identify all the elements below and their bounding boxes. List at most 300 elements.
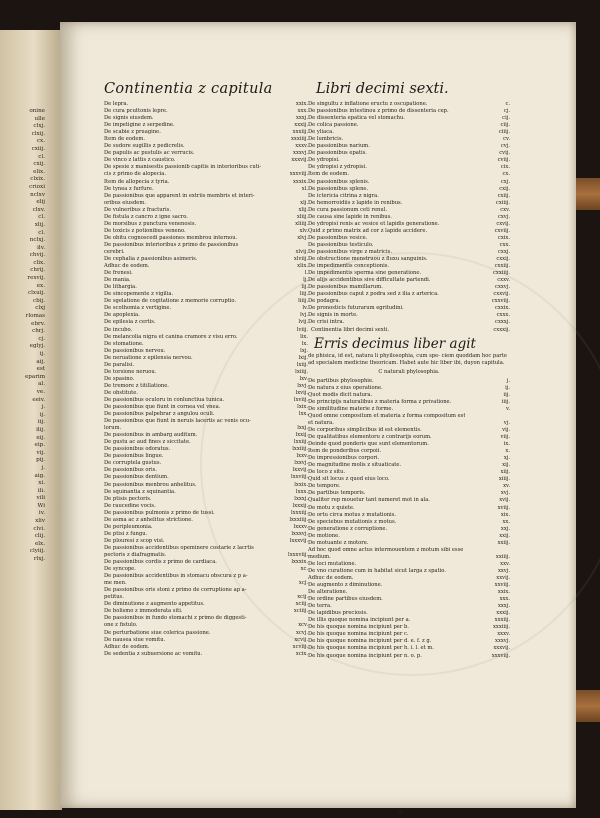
toc-entry-number: lxxviij. xyxy=(290,474,308,481)
toc-entry xyxy=(104,566,308,573)
toc-entry-number xyxy=(507,547,510,554)
toc-entry-title: me men. xyxy=(104,580,127,587)
left-page-fragment: clij. xyxy=(34,533,45,540)
toc-entry-title: De obstructione menstruou z fluxu sanguinis. xyxy=(308,256,428,263)
toc-entry-number: liij. xyxy=(299,291,308,298)
toc-entry-number: xxxj. xyxy=(497,603,510,610)
toc-entry xyxy=(308,547,510,554)
toc-entry xyxy=(104,482,308,489)
toc-entry-number: lxiij. xyxy=(296,361,308,368)
toc-entry-title: De syncope. xyxy=(104,566,136,573)
left-page-fragment: chrij. xyxy=(30,267,45,274)
left-page-fragment: eij. xyxy=(36,434,45,441)
toc-entry-title: De pronosticis futurarum egritudini. xyxy=(308,305,404,312)
closing-line xyxy=(308,327,510,334)
toc-entry-number: lxxvij. xyxy=(292,467,308,474)
toc-entry xyxy=(104,207,308,214)
left-page-fragment: elx. xyxy=(34,540,45,547)
toc-entry-title: De vinco z lattis z caustico. xyxy=(104,157,176,164)
left-page-fragment: chvij. xyxy=(29,252,45,259)
toc-entry-title: De his quoque nomina incipiunt per c. xyxy=(308,631,409,638)
toc-entry-title: De principijs naturalibus z materia forma z privatione. xyxy=(308,398,452,405)
toc-entry-title: De ydropisi renis ac vesice et lapidis generatione. xyxy=(308,220,440,227)
toc-entry-title: De passionibus accidentibus opeminere costarie z lacrtis xyxy=(104,544,254,551)
toc-entry-number: lxxxj. xyxy=(294,495,308,502)
toc-entry-number: cxxx. xyxy=(496,312,510,319)
toc-entry-title: De his quoque nomina incipiunt per d. e. f. z g. xyxy=(308,638,432,645)
toc-entry-number: xxiiij. xyxy=(495,553,510,560)
toc-entry-number: xcviij. xyxy=(292,643,308,650)
left-page-fragment: clyiij. xyxy=(29,548,45,555)
toc-entry xyxy=(104,228,308,235)
toc-entry-number: cxvj. xyxy=(497,213,510,220)
toc-entry-number: xxxviij. xyxy=(491,652,510,659)
toc-entry-number: j. xyxy=(506,377,510,384)
toc-entry-title: De spasino. xyxy=(104,375,135,382)
toc-entry-title: De passionibus interioribus z primo de passionibus xyxy=(104,241,239,248)
left-page-fragment: cbij. xyxy=(32,297,45,304)
toc-entry-title: De passionibus pulmonis z primo de tussi. xyxy=(104,509,215,516)
toc-entry xyxy=(308,207,510,214)
left-page-fragment: onine xyxy=(29,108,45,114)
left-page-fragment: elij xyxy=(36,199,45,206)
toc-entry-number: lxxxiij. xyxy=(290,509,308,516)
toc-entry-number: vij. xyxy=(502,427,510,434)
toc-entry-number: lxxxix. xyxy=(291,559,308,566)
toc-entry-title: De melancolia nigra et canina cramore z visu erro. xyxy=(104,333,238,340)
toc-entry xyxy=(104,305,308,312)
toc-entry xyxy=(308,143,510,150)
toc-entry-number: lxviij. xyxy=(293,396,308,403)
toc-entry-title: De lepra. xyxy=(104,101,129,107)
toc-entry-number: lxj. xyxy=(300,347,308,354)
book-title-next: Erris decimus liber agit xyxy=(314,335,476,352)
toc-entry-title: De singultu z inflatione eructu z oscupatione. xyxy=(308,101,428,107)
binding-strap-bottom xyxy=(572,690,600,722)
left-page-fragment: Wi xyxy=(37,502,45,509)
toc-entry-title: De mania. xyxy=(104,277,131,284)
toc-entry-title: De impedimentis conceptionis. xyxy=(308,263,390,270)
left-page-fragment: eip. xyxy=(34,442,45,449)
toc-entry-title: De cura pcuttonis lepre. xyxy=(104,108,168,115)
toc-entry-title: De lapidibus preciosis. xyxy=(308,610,368,617)
toc-entry-title: et natura. xyxy=(308,419,334,426)
toc-entry-title: De causa sine lapide in renibus. xyxy=(308,213,392,220)
toc-entry xyxy=(308,270,510,277)
toc-entry-number: xxxij. xyxy=(496,610,510,617)
closing-line-text: Continentia libri decimi sexti. xyxy=(311,326,390,333)
toc-entry xyxy=(104,503,308,510)
left-page-fragment: cxij. xyxy=(33,161,45,168)
book-page xyxy=(60,22,576,815)
toc-entry-title: De his quoque nomina incipiunt per b. xyxy=(308,624,409,631)
toc-entry xyxy=(104,644,308,651)
toc-entry-number: xxxv. xyxy=(497,631,510,638)
toc-entry-title: Qualiter rep mouetur tant numeret mot in ala. xyxy=(308,497,430,504)
toc-entry-title: De obitu cognoscedi passiones membrou internou. xyxy=(104,234,238,241)
toc-entry-number: cxx. xyxy=(499,241,510,248)
toc-entry-title: De similitudine materie z forme. xyxy=(308,405,394,412)
toc-entry xyxy=(308,483,510,490)
toc-entry xyxy=(104,136,308,143)
toc-entry-title: De papulis ac pustulis ac verrucis. xyxy=(104,150,195,157)
toc-entry-title: De passionibus odoratus. xyxy=(104,446,171,453)
toc-entry-number: xij. xyxy=(502,462,510,469)
toc-entry-title: De passionibus oculoru in conlunctiua tunica. xyxy=(104,396,225,403)
toc-entry-title: De colica passione. xyxy=(308,122,359,129)
toc-entry-title: De signis eiusdem. xyxy=(104,115,154,122)
toc-entry xyxy=(308,462,510,469)
toc-entry-number: xxxv. xyxy=(295,143,308,150)
toc-entry-title: De lumbricis. xyxy=(308,136,344,143)
left-page-fragment: rexvij. xyxy=(27,275,45,282)
toc-entry xyxy=(104,263,308,270)
toc-entry xyxy=(104,277,308,284)
toc-entry-number: xix. xyxy=(500,511,510,518)
left-page-fragment: al. xyxy=(38,381,45,388)
toc-entry xyxy=(308,221,510,228)
toc-entry-title: De passionibus que apparent in extriis membris et interi- xyxy=(104,192,255,199)
toc-entry xyxy=(308,519,510,526)
toc-entry xyxy=(104,594,308,601)
toc-entry xyxy=(104,376,308,383)
toc-entry-title: De impressionibus corpori. xyxy=(308,455,380,462)
toc-entry-number: cxix. xyxy=(497,234,510,241)
sub-heading: C naturali phylosophia. xyxy=(378,368,440,375)
toc-entry-number xyxy=(507,413,510,420)
toc-entry-number: cxxxj. xyxy=(495,319,510,326)
toc-entry xyxy=(104,439,308,446)
toc-entry xyxy=(308,617,510,624)
toc-entry xyxy=(308,228,510,235)
toc-entry-title: De spesie z manisestis passionib capitis in interioribus cuti- xyxy=(104,164,262,171)
toc-entry-number: cxvij. xyxy=(496,220,510,227)
toc-entry-number: lx. xyxy=(301,340,308,347)
toc-entry xyxy=(104,291,308,298)
toc-entry xyxy=(308,582,510,589)
toc-entry xyxy=(104,298,308,305)
toc-entry xyxy=(308,526,510,533)
left-page-fragment: clxj. xyxy=(33,123,45,130)
toc-entry xyxy=(308,603,510,610)
toc-entry-title: De obstitute. xyxy=(104,389,138,396)
toc-entry xyxy=(308,568,510,575)
right-entry-list xyxy=(308,101,510,327)
toc-entry xyxy=(104,538,308,545)
toc-entry-title: De ictericia citrina z nigra. xyxy=(308,192,379,199)
toc-entry xyxy=(308,554,510,561)
toc-entry-number: cxiij. xyxy=(497,192,510,199)
toc-entry-number: xxxj. xyxy=(295,115,308,122)
toc-entry-number: xviij. xyxy=(497,504,510,511)
toc-entry-number: xxvj. xyxy=(497,567,510,574)
toc-entry xyxy=(308,406,510,413)
toc-entry-title: De his quoque nomina incipiunt per n. o. p. xyxy=(308,652,422,659)
left-page-fragments xyxy=(1,108,45,728)
toc-entry-number: cxv. xyxy=(500,206,510,213)
toc-entry-title: De podagra. xyxy=(308,298,341,305)
toc-entry xyxy=(308,200,510,207)
toc-entry-title: De sgelatione de cogitatione z memorie corruptio. xyxy=(104,298,237,305)
toc-entry-title: De passionibus epatis. xyxy=(308,150,367,157)
toc-entry-title: De passionibus vesice. xyxy=(308,234,368,241)
left-page-edge xyxy=(0,30,62,810)
toc-entry-title: De lithargia. xyxy=(104,284,137,291)
toc-entry-title: De speciebus mutationis z motus. xyxy=(308,518,397,525)
toc-entry-number: xlviij. xyxy=(293,256,308,263)
toc-entry-title: De impedimentis sperma sine generatione. xyxy=(308,270,422,277)
toc-entry-number: xc. xyxy=(300,566,308,573)
toc-entry-title: De ydropisi. xyxy=(308,157,340,164)
toc-entry-title: De passionibus dentium. xyxy=(104,474,169,481)
toc-entry-number: xxij. xyxy=(499,532,510,539)
toc-entry-title: one z fistulo. xyxy=(104,622,138,629)
toc-entry-number: vj. xyxy=(503,419,510,426)
toc-entry-number: xlix. xyxy=(297,263,308,270)
toc-entry-title: De motione. xyxy=(308,532,340,539)
toc-entry xyxy=(308,256,510,263)
toc-entry-title: De plouresi z scop visi. xyxy=(104,537,165,544)
toc-entry xyxy=(308,399,510,406)
toc-entry-title: petitus. xyxy=(104,594,124,601)
toc-entry-number: cxj. xyxy=(500,178,510,185)
toc-entry-title: Quod omne compositum et materia z forma compositum est xyxy=(308,412,466,419)
toc-entry-title: De loco z situ. xyxy=(308,469,346,476)
toc-entry-number: lxxx. xyxy=(295,488,308,495)
toc-entry xyxy=(308,298,510,305)
toc-entry xyxy=(308,312,510,319)
toc-entry-title: De squinantia z squinantia. xyxy=(104,488,176,495)
toc-entry-number: ix. xyxy=(503,441,510,448)
toc-entry-number: xlv. xyxy=(299,227,308,234)
toc-entry-title: De scothomia z vertigine. xyxy=(104,305,172,312)
toc-entry-number: lxxxiiij. xyxy=(289,516,308,523)
toc-entry-number: iiij. xyxy=(501,398,510,405)
toc-entry-title: De passionibus que fiunt in neruis lacertis ac venis ocu- xyxy=(104,418,251,425)
toc-entry-title: De hemorroidiis z lapide in renibus. xyxy=(308,199,403,206)
toc-entry-title: De sedentia z subuersione ac vomitu. xyxy=(104,650,203,657)
toc-entry-number: xxxiij. xyxy=(292,129,308,136)
left-page-fragment: cl. xyxy=(38,229,45,236)
toc-entry-title: De alteratione. xyxy=(308,589,348,596)
toc-entry xyxy=(104,270,308,277)
toc-entry xyxy=(104,460,308,467)
toc-entry-title: Item de eodem. xyxy=(104,136,145,143)
left-page-fragment: j. xyxy=(41,404,45,411)
toc-entry-number: lj. xyxy=(303,277,308,284)
toc-entry-number: xxx. xyxy=(499,596,510,603)
toc-entry xyxy=(308,179,510,186)
toc-entry-title: De illis quoque nomina incipiunt per a. xyxy=(308,617,411,624)
toc-entry xyxy=(104,129,308,136)
toc-entry xyxy=(104,390,308,397)
toc-entry-title: De his quoque nomina incipiunt per h. i. l. et m. xyxy=(308,645,434,652)
toc-entry-number: xcij. xyxy=(297,594,308,601)
toc-entry-title: De cura passionum ceti renul. xyxy=(308,206,388,213)
toc-entry xyxy=(104,186,308,193)
toc-entry xyxy=(104,334,308,341)
toc-entry-number: xxv. xyxy=(500,560,510,567)
toc-entry-title: De generatione z corruptione. xyxy=(308,525,388,532)
toc-entry xyxy=(308,561,510,568)
toc-entry xyxy=(104,531,308,538)
toc-entry-number: lxxiiij. xyxy=(292,446,308,453)
left-page-fragment: vij. xyxy=(36,449,45,456)
toc-entry xyxy=(308,385,510,392)
toc-entry xyxy=(104,179,308,186)
left-page-fragment: rlxj. xyxy=(33,556,45,563)
toc-entry-number: xxxiiij. xyxy=(290,136,308,143)
toc-entry-title: De yliaca. xyxy=(308,129,334,136)
toc-entry-number: ij. xyxy=(505,384,510,391)
left-page-fragment: iv. xyxy=(38,510,45,517)
toc-entry xyxy=(104,235,308,242)
toc-entry-title: De apoplexia. xyxy=(104,312,140,319)
toc-entry-number: xxix. xyxy=(497,589,510,596)
toc-entry-title: De crisi intra. xyxy=(308,319,345,326)
toc-entry-number: cxxvij. xyxy=(493,291,510,298)
toc-entry-title: De passionibus in fundo stomachi z primo de diggesti- xyxy=(104,615,247,622)
toc-entry xyxy=(308,540,510,547)
toc-entry xyxy=(308,277,510,284)
toc-entry xyxy=(308,157,510,164)
toc-entry-title: De passionibus in ambarg auditum. xyxy=(104,432,198,439)
toc-entry xyxy=(104,397,308,404)
toc-entry xyxy=(104,587,308,594)
toc-entry xyxy=(308,638,510,645)
left-page-fragment: chrj. xyxy=(32,328,45,335)
toc-entry xyxy=(308,497,510,504)
closing-entry xyxy=(308,327,510,334)
toc-entry xyxy=(308,171,510,178)
toc-entry xyxy=(308,101,510,108)
left-page-fragment: clxuij. xyxy=(28,290,45,297)
toc-entry xyxy=(308,115,510,122)
toc-entry xyxy=(104,622,308,629)
toc-entry-title: De toxicis z potionibus veneno. xyxy=(104,227,186,234)
toc-entry-number: xlij. xyxy=(298,206,308,213)
toc-entry-title: De partibus temporis. xyxy=(308,490,366,497)
toc-entry-number: xiij. xyxy=(500,469,510,476)
toc-entry xyxy=(104,467,308,474)
toc-entry-number: lxx. xyxy=(298,411,308,418)
toc-entry-title: De passionibus oris stoni z primo de corruptione ap a- xyxy=(104,587,247,594)
left-page-fragment: ij. xyxy=(39,411,45,418)
toc-entry-number: xvj. xyxy=(500,490,510,497)
toc-entry-title: De passionibus intestinou z primo de dissenteria cep. xyxy=(308,108,449,115)
toc-entry-number: lvij. xyxy=(298,319,308,326)
toc-entry-title: De dissenteria epatica vel stomachu. xyxy=(308,115,405,122)
toc-entry-title: Item de ponderibus corpoii. xyxy=(308,448,382,455)
toc-entry-number: xxxix. xyxy=(292,178,308,185)
toc-entry-title: De partibus phylosophie. xyxy=(308,377,374,384)
left-heading: Continentia z capitula xyxy=(104,81,273,97)
toc-entry xyxy=(308,610,510,617)
left-page-fragment: eeiv. xyxy=(32,396,45,403)
left-page-fragment: nclxv xyxy=(30,191,45,198)
toc-entry-title: lorum. xyxy=(104,425,122,432)
toc-entry-title: De impetigine z serpedine. xyxy=(104,122,175,129)
toc-entry-number: cvj. xyxy=(500,143,510,150)
toc-entry-title: De corporibus simplicibus id est elementis. xyxy=(308,427,422,434)
toc-entry-number: lxxix. xyxy=(294,481,308,488)
toc-entry xyxy=(308,319,510,326)
toc-entry xyxy=(308,193,510,200)
toc-entry xyxy=(104,319,308,326)
toc-entry-title: De ptisis pectoris. xyxy=(104,495,152,502)
toc-entry-title: De sudore sugillis z pedicrelis. xyxy=(104,143,185,150)
toc-entry xyxy=(104,552,308,559)
toc-entry-number: xciij. xyxy=(295,601,308,608)
toc-entry-title: De signis in morte. xyxy=(308,312,358,319)
toc-entry-title: De perturbatione siue colerica passione. xyxy=(104,629,211,636)
toc-entry-title: De incubo. xyxy=(104,326,133,333)
toc-entry xyxy=(104,108,308,115)
toc-entry xyxy=(104,474,308,481)
toc-entry xyxy=(104,630,308,637)
toc-entry xyxy=(308,235,510,242)
toc-entry xyxy=(308,596,510,603)
toc-entry xyxy=(308,448,510,455)
toc-entry-number: cxij. xyxy=(499,185,510,192)
toc-entry xyxy=(104,425,308,432)
toc-entry xyxy=(308,505,510,512)
toc-entry xyxy=(308,653,510,660)
toc-entry xyxy=(104,496,308,503)
toc-entry-number: iij. xyxy=(503,391,510,398)
toc-entry-title: De passionibus virge z matricis. xyxy=(308,248,392,255)
toc-entry-title: De cephalia z passionibus asimeris. xyxy=(104,256,198,263)
toc-entry xyxy=(104,348,308,355)
toc-entry xyxy=(104,200,308,207)
toc-entry-number: xx. xyxy=(502,518,510,525)
toc-entry xyxy=(308,249,510,256)
left-page-fragment: cxiij. xyxy=(31,145,45,152)
toc-entry xyxy=(104,157,308,164)
left-page-fragment: aig. xyxy=(34,472,45,479)
toc-entry xyxy=(104,122,308,129)
toc-entry xyxy=(104,615,308,622)
toc-entry xyxy=(104,383,308,390)
toc-entry-number: lviij. xyxy=(296,326,308,333)
toc-entry-number: xxj. xyxy=(500,525,510,532)
toc-entry-title: De paralisi. xyxy=(104,361,135,368)
left-page-fragment: crioxi xyxy=(29,183,45,190)
toc-entry-number: cviij. xyxy=(497,157,510,164)
left-page-fragment: cl. xyxy=(38,153,45,160)
toc-entry xyxy=(104,369,308,376)
left-page-fragment: ilv. xyxy=(37,244,45,251)
toc-entry xyxy=(104,524,308,531)
toc-entry-number: xxxiij. xyxy=(494,617,510,624)
toc-entry xyxy=(308,242,510,249)
toc-entry-title: cerebri. xyxy=(104,248,125,255)
toc-entry xyxy=(104,115,308,122)
left-page-fragment: cl. xyxy=(38,214,45,221)
toc-entry-number: xj. xyxy=(503,455,510,462)
left-page-fragment: ve. xyxy=(36,388,45,395)
toc-entry xyxy=(308,441,510,448)
toc-entry xyxy=(104,559,308,566)
toc-entry-number: xxvij. xyxy=(496,575,510,581)
toc-entry-number: lxxxv. xyxy=(293,523,308,530)
toc-entry-title: De diminutione z augmento appetitus. xyxy=(104,601,205,608)
right-entry-list-2 xyxy=(308,378,510,660)
toc-entry xyxy=(104,411,308,418)
toc-entry-number: cxxv. xyxy=(497,277,510,284)
left-page-fragment: nclxj. xyxy=(29,237,45,244)
left-page-fragment: pij. xyxy=(36,457,45,464)
